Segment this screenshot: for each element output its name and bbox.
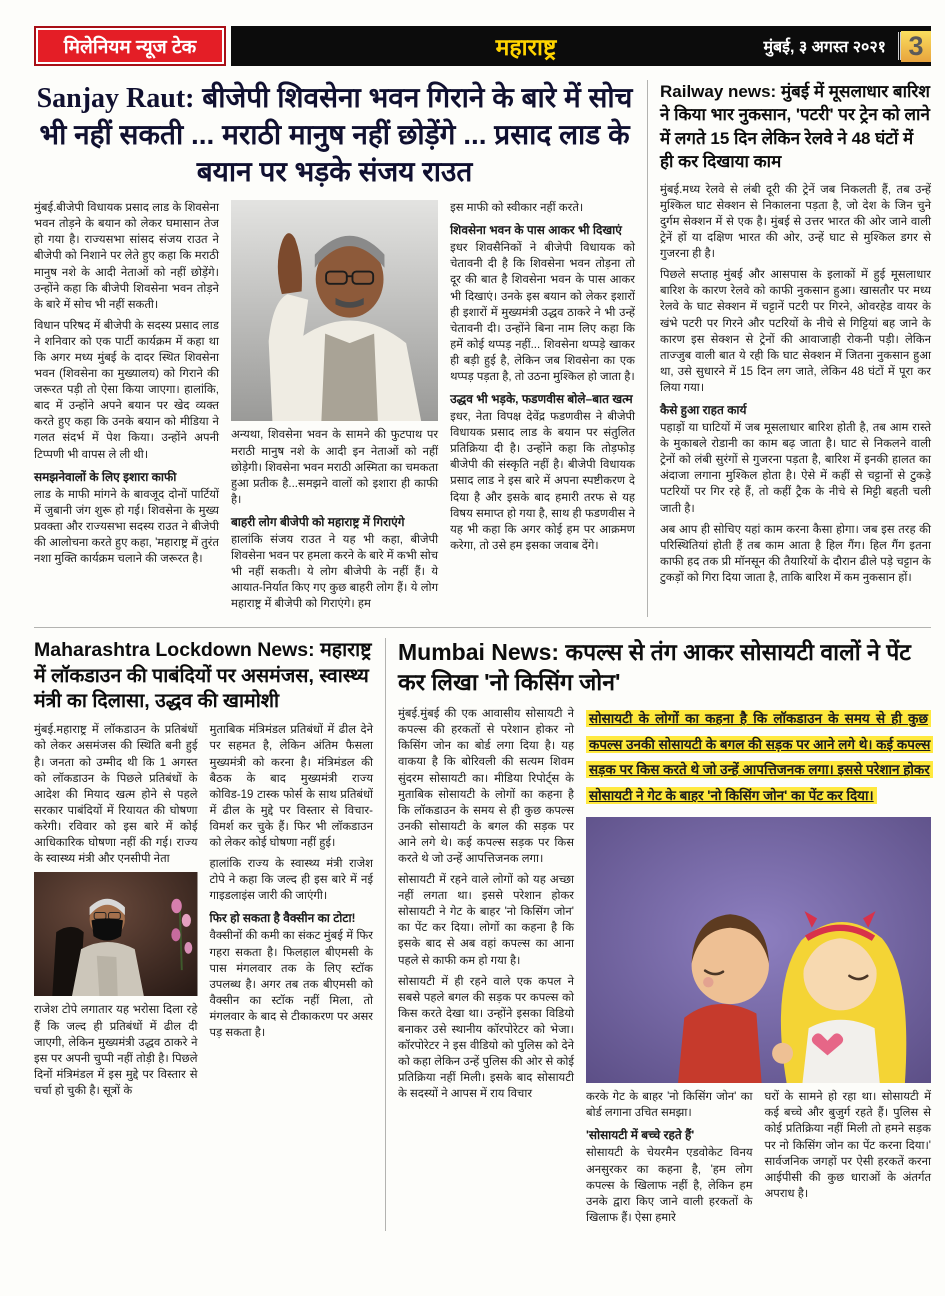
page-header [34,26,931,66]
headline-text: बीजेपी शिवसेना भवन गिराने के बारे में सोच भी नहीं सकती ... मराठी मानुष नहीं छोड़ेंगे ... प्रसाद लाड के बयान पर भड़के संजय राउत [39,82,633,187]
paragraph: मुंबई.मुंबई की एक आवासीय सोसायटी ने कपल्स की हरकतों से परेशान होकर नो किसिंग जोन का बोर्ड लगा दिया है। यह वाकया है कि बोरिवली की सत्यम शिवम सुंदरम सोसायटी का। मीडिया रिपोर्ट्स के मुताबिक सोसायटी के लोगों का कहना है कि लॉकडाउन के समय से ही कुछ कपल्स उनकी सोसायटी के बगल की सड़क पर आने लगे थे। कई कपल्स सड़क पर किस करते थे जो उन्हें आपत्तिजनक लगा। [398,708,574,865]
headline-text: कपल्स से तंग आकर सोसायटी वालों ने पेंट कर लिखा 'नो किसिंग जोन' [398,639,911,696]
paragraph: अन्यथा, शिवसेना भवन के सामने की फुटपाथ पर मराठी मानुष नशे के आदी इन नेताओं को नहीं छोड़ेगी। शिवसेना भवन मराठी अस्मिता का चमकता हुआ प्रतीक है...समझने वालों को इशारा ही काफी है। [230,429,439,506]
paragraph: राजेश टोपे लगातार यह भरोसा दिला रहे हैं कि जल्द ही प्रतिबंधों में ढील दी जाएगी, लेकिन मुख्यमंत्री उद्धव ठाकरे ने इस पर अपनी चुप्पी नहीं तोड़ी है। पिछले दिनों मंत्रिमंडल में इस मुद्दे पर विस्तार से चर्चा हो चुकी है। सूत्रों के [34,1004,198,1097]
article-sanjay-raut-body [34,200,635,617]
subheading: समझनेवालों के लिए इशारा काफी [34,469,177,484]
paragraph: घरों के सामने हो रहा था। सोसायटी में कई बच्चे और बुजुर्ग रहते हैं। पुलिस से कोई प्रतिक्रिया नहीं मिली तो हमने सड़क पर नो किसिंग जोन का पेंट करना दिया।' सार्वजनिक जगहों पर ऐसी हरकतें करना आईपीसी की कुछ धाराओं के अंतर्गत अपराध है। [764,1091,931,1200]
paragraph: इस माफी को स्वीकार नहीं करते। [450,202,584,215]
article-kissing-bottom [586,1089,931,1231]
paragraph: सोसायटी के चेयरमैन एडवोकेट विनय अनसुरकर का कहना है, 'हम लोग कपल्स के खिलाफ नहीं है, लेकिन हम उनके द्वारा किए जाने वाली हरकतों के खिलाफ हैं। ऐसा हमारे [586,1147,753,1224]
body-column-right [586,706,931,1231]
masthead-logo [34,26,226,66]
body-column-right [210,722,374,1104]
paragraph: मुंबई.मध्य रेलवे से लंबी दूरी की ट्रेनें जब निकलती हैं, तब उन्हें मुश्किल घाट सेक्शन से निकालना पड़ता है, जो देश के जिन चुने दुर्गम सेक्शन में से एक है। मुंबई से उत्तर भारत की ओर जाने वाली ट्रेनें हों या दक्षिण भारत की ओर, उन्हें घाट से मुश्किल डगर से गुजरना ही है। [660,183,931,261]
headline-text: महाराष्ट्र में लॉकडाउन की पाबंदियों पर असमंजस, स्वास्थ्य मंत्री का दिलासा, उद्धव की खामोशी [34,639,372,713]
paragraph: अब आप ही सोचिए यहां काम करना कैसा होगा। जब इस तरह की परिस्थितियां होती हैं तब काम आता है हिल गैंग। हिल गैंग इतना काफी हद तक प्री मॉनसून की तैयारियों के दौरान ढीले पड़े चट्टान के टुकड़ों को गिरा दिया जाता है, ताकि बारिश में कम नुकसान हों। [660,523,931,584]
cartoon-couple-image [586,817,931,1084]
photo-uddhav-thackeray [34,872,198,996]
headline-prefix: Mumbai News: [398,639,560,666]
paragraph: सोसायटी में ही रहने वाले एक कपल ने सबसे पहले बगल की सड़क पर कपल्स को किस करते देखा था। उन्होंने इसका विडियो बनाकर उसे स्थानीय कॉरपोरेटर को भेजा। कॉरपोरेटर ने इस वीडियो को पुलिस को देने को कहा लेकिन उन्हें पुलिस की ओर से कोई प्रतिक्रिया नहीं मिली। इसके बाद सोसायटी के सदस्यों ने आपस में राय विचार [398,975,574,1101]
subheading: 'सोसायटी में बच्चे रहते हैं' [586,1128,695,1143]
section-banner: महाराष्ट्र [495,34,557,60]
paragraph: इधर, नेता विपक्ष देवेंद्र फडणवीस ने बीजेपी विधायक प्रसाद लाड के बयान पर संतुलित प्रतिक्रिया दी है। उन्होंने कहा कि तोड़फोड़ बीजेपी की संस्कृति नहीं है। बीजेपी विधायक प्रसाद लाड ने इस बारे में अपना स्पष्टीकरण दे दिया है और इसके बाद हमारी तरफ से यह विषय समाप्त हो गया है, साथ ही फडणवीस ने यह भी कहा कि अगर कोई हम पर आक्रमण करेगा, तो उसे हम इसका जवाब देंगे। [450,411,635,552]
body-column-left [34,722,198,1104]
paragraph: मुंबई.महाराष्ट्र में लॉकडाउन के प्रतिबंधों को लेकर असमंजस की स्थिति बनी हुई है। जनता को उम्मीद थी कि 1 अगस्त को लॉकडाउन के पिछले प्रतिबंधों के आदेश की मियाद खत्म होने से पहले सरकार पाबंदियों में रियायत की घोषणा करेगी। रविवार को इस बारे में कोई आधिकारिक घोषणा नहीं की गई। राज्य के स्वास्थ्य मंत्री और एनसीपी नेता [34,724,198,866]
headline-text: मुंबई में मूसलाधार बारिश ने किया भार नुकसान, 'पटरी' पर ट्रेन को लाने में लगते 15 दिन लेकिन रेलवे ने 48 घंटों में ही कर दिखाया काम [660,82,930,172]
top-section [34,80,931,628]
paragraph: सोसायटी में रहने वाले लोगों को यह अच्छा नहीं लगता था। इससे परेशान होकर सोसायटी ने गेट के बाहर 'नो किसिंग जोन' का पेंट कर दिया। लोगों का कहना है कि इसके बाद से अब वहां कपल्स का आना पहले से काफी कम हो गया है। [398,874,574,967]
headline-prefix: Railway news: [660,82,777,101]
subheading: बाहरी लोग बीजेपी को महाराष्ट्र में गिराएंगे [230,514,405,529]
body-column-left [398,706,574,1231]
paragraph: विधान परिषद में बीजेपी के सदस्य प्रसाद लाड ने शनिवार को एक पार्टी कार्यक्रम में कहा था कि अगर मध्य मुंबई के दादर स्थित शिवसेना भवन (शिवसेना का मुख्यालय) को गिराने की जरूरत पड़ी तो ऐसा किया जाएगा। हालांकि, बाद में उन्होंने अपने बयान पर खेद व्यक्त करते हुए कहा कि उनके बयान को मीडिया ने गलत संदर्भ में पेश किया। उन्होंने अपनी टिप्पणी भी वापस ले ली थी। [34,319,219,461]
article-sanjay-raut-headline [34,80,635,190]
subheading: शिवसेना भवन के पास आकर भी दिखाएं [450,223,622,238]
article-sanjay-raut [34,80,648,617]
paragraph: करके गेट के बाहर 'नो किसिंग जोन' का बोर्ड लगाना उचित समझा। [586,1091,753,1120]
paragraph: वैक्सीनों की कमी का संकट मुंबई में फिर गहरा सकता है। फिलहाल बीएमसी के पास मंगलवार तक के लिए स्टॉक उपलब्ध है। अगर तब तक बीएमसी को वैक्सीन का स्टॉक नहीं मिला, तो मंगलवार के बाद से टीकाकरण पर असर पड़ सकता है। [209,930,373,1039]
masthead-title: मिलेनियम न्यूज टेक [63,37,197,58]
highlight-quote [586,706,931,809]
paragraph: पहाड़ों या घाटियों में जब मूसलाधार बारिश होती है, तब आम रास्ते के मुकाबले रोडानी का काम बढ़ जाता है। घाट से निकलने वाली ट्रेनों को लंबी सुरंगों से गुजरना पड़ता है, बारिश में इनकी हालत का अंदाजा लगाना मुश्किल होता है। ऐसे में कहीं से चट्टानों से टुकड़े पटरियों पर गिर रहे हैं, तो कहीं ट्रैक के नीचे से मिट्टी बहती चली जाती है। [660,422,931,515]
paragraph: मुताबिक मंत्रिमंडल प्रतिबंधों में ढील देने पर सहमत है, लेकिन अंतिम फैसला मुख्यमंत्री को करना है। मंत्रिमंडल की बैठक के बाद मुख्यमंत्री राज्य कोविड-19 टास्क फोर्स के साथ प्रतिबंधों में ढील के मुद्दे पर विस्तार से विचार-विमर्श कर चुके हैं। फिर भी लॉकडाउन को लेकर कोई घोषणा नहीं हुई। [209,724,373,850]
article-kissing-body [398,706,931,1231]
article-lockdown-headline [34,638,373,714]
article-no-kissing-zone [386,638,931,1231]
highlight-quote-text: सोसायटी के लोगों का कहना है कि लॉकडाउन के समय से ही कुछ कपल्स उनकी सोसायटी के बगल की सड़क पर आने लगे थे। कई कपल्स सड़क पर किस करते थे जो उन्हें आपत्तिजनक लगा। इससे परेशान होकर सोसायटी ने गेट के बाहर 'नो किसिंग जोन' का पेंट कर दिया। [586,710,933,804]
paragraph: इधर शिवसैनिकों ने बीजेपी विधायक को चेतावनी दी है कि शिवसेना भवन तोड़ना तो दूर की बात है शिवसेना भवन के पास आकर भी दिखाएं। उनके इस बयान को लेकर इशारों ही इशारों में मुख्यमंत्री उद्धव ठाकरे ने भी उन्हें चेतावनी दी। उन्होंने बिना नाम लिए कहा कि हमें कोई थप्पड़ नहीं... शिवसेना थप्पड़े खाकर ही बड़ी हुई है, लेकिन जब शिवसेना का एक थप्पड़ पड़ता है, तो उठना मुश्किल हो जाता है। [450,242,635,384]
subheading: फिर हो सकता है वैक्सीन का टोटा! [209,911,356,926]
headline-prefix: Sanjay Raut: [36,83,195,114]
body-column-middle [231,200,438,617]
article-railway-headline [660,80,931,174]
page-number: 3 [901,31,931,62]
paragraph: हालांकि राज्य के स्वास्थ्य मंत्री राजेश टोपे ने कहा कि जल्द ही इस बारे में नई गाइडलाइंस जारी की जाएंगी। [209,858,373,903]
headline-prefix: Maharashtra Lockdown News: [34,639,315,662]
body-column-left [34,200,219,617]
paragraph: मुंबई.बीजेपी विधायक प्रसाद लाड के शिवसेना भवन तोड़ने के बयान को लेकर घमासान तेज हो गया है। राज्यसभा सांसद संजय राउत ने बीजेपी को निशाने पर लेते हुए कहा कि मराठी मानुष नशे के आदी नेताओं को नहीं छोड़ेंगे। उन्होंने कहा कि बीजेपी शिवसेना भवन तोड़ने के बारे में सोच भी नहीं सकती। [34,202,219,311]
page-date: मुंबई, ३ अगस्त २०२१ [751,32,901,60]
paragraph: पिछले सप्ताह मुंबई और आसपास के इलाकों में हुई मूसलाधार बारिश के कारण रेलवे को काफी नुकसान हुआ। खासतौर पर मध्य रेलवे के घाट सेक्शन में चट्टानें पटरी पर गिरने, ओवरहेड वायर के खंभे पटरी पर गिरने और पटरियों के नीचे से गिट्टियां बह जाने के कारण इस सेक्शन से ट्रेनों की आवाजाही रोकनी पड़ी। लेकिन ताज्जुब वाली बात ये रही कि घाट सेक्शन में जितना नुकसान हुआ था, उसे सुधारने में 15 दिन लग जाते, लेकिन 48 घंटों में पूरा कर लिया गया। [660,269,931,394]
paragraph: लाड के माफी मांगने के बावजूद दोनों पार्टियों में जुबानी जंग शुरू हो गई। शिवसेना के मुख्य प्रवक्ता और राज्यसभा सदस्य राउत ने बीजेपी की आलोचना करते हुए कहा, 'महाराष्ट्र में तुरंत नशा मुक्ति कार्यक्रम चलाने की जरूरत है। [34,488,219,566]
subheading: उद्धव भी भड़के, फडणवीस बोले–बात खत्म [450,392,633,407]
header-bar [231,26,931,66]
bottom-column-left [586,1089,753,1231]
bottom-column-right [765,1089,932,1231]
subheading: कैसे हुआ राहत कार्य [660,403,747,418]
article-kissing-headline [398,638,931,698]
bottom-section [34,628,931,1231]
body-column-right [450,200,635,617]
article-lockdown-body [34,722,373,1104]
article-lockdown-news [34,638,386,1231]
paragraph: हालांकि संजय राउत ने यह भी कहा, बीजेपी शिवसेना भवन पर हमला करने के बारे में कभी सोच भी नहीं सकती। ये लोग बीजेपी के नहीं हैं। ये आयात-निर्यात किए गए कुछ बाहरी लोग हैं। ये लोग महाराष्ट्र में बीजेपी को गिराएंगे। हम [230,533,439,611]
article-railway-news [648,80,931,617]
photo-sanjay-raut [231,200,438,421]
